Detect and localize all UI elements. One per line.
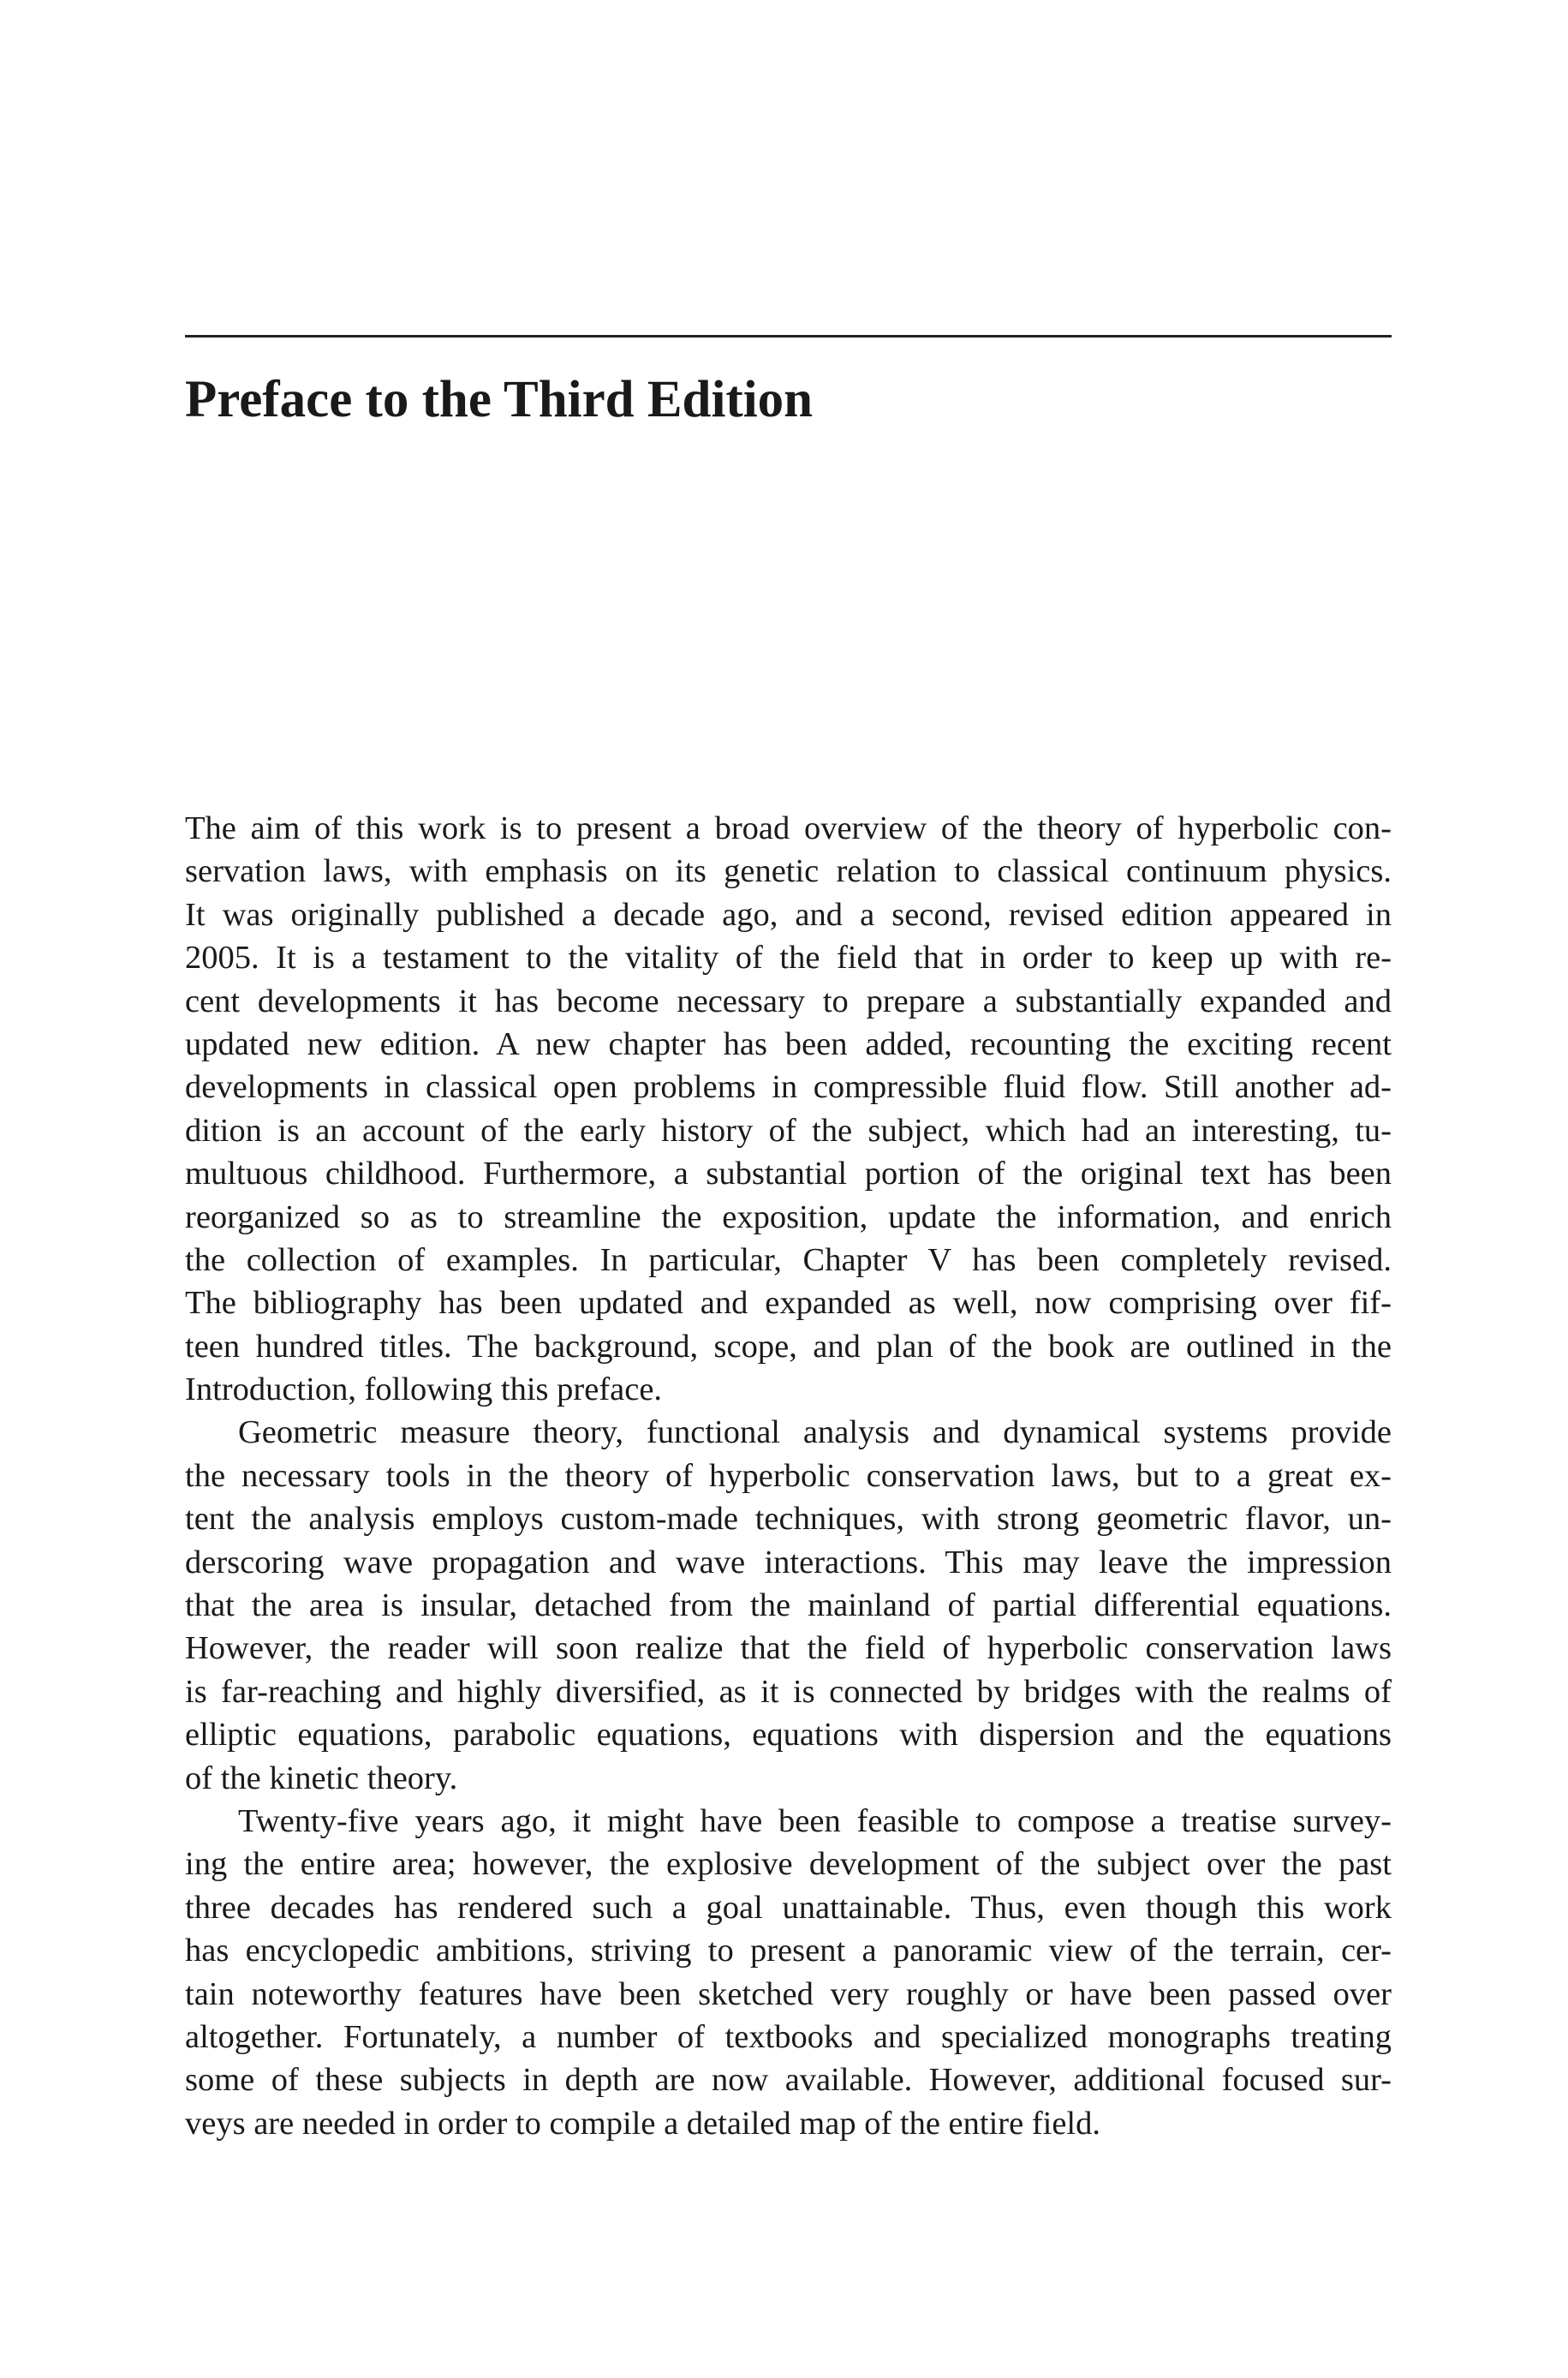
text-line: has encyclopedic ambitions, striving to present a panoramic view of the terrain, cer- — [185, 1933, 1392, 1969]
text-line: the necessary tools in the theory of hyperbolic conservation laws, but to a great ex- — [185, 1457, 1392, 1494]
chapter-title: Preface to the Third Edition — [185, 371, 814, 428]
text-line: cent developments it has become necessary to prepare a substantially expanded and — [185, 983, 1392, 1019]
text-line: that the area is insular, detached from the mainland of partial differential equations. — [185, 1587, 1392, 1624]
text-line: veys are needed in order to compile a detailed map of the entire field. — [185, 2105, 1100, 2142]
text-line: developments in classical open problems in compressible fluid flow. Still another ad- — [185, 1069, 1392, 1106]
text-line: Introduction, following this preface. — [185, 1371, 663, 1408]
text-line: The aim of this work is to present a broad overview of the theory of hyperbolic con- — [185, 810, 1392, 846]
text-line: Geometric measure theory, functional analysis and dynamical systems provide — [238, 1414, 1392, 1451]
text-line: Twenty-five years ago, it might have been feasible to compose a treatise survey- — [238, 1802, 1392, 1839]
text-line: tain noteworthy features have been sketched very roughly or have been passed over — [185, 1975, 1392, 2012]
text-line: some of these subjects in depth are now available. However, additional focused sur- — [185, 2062, 1392, 2099]
paragraph — [185, 807, 1392, 1411]
text-line: servation laws, with emphasis on its genetic relation to classical continuum physics. — [185, 853, 1392, 890]
text-line: 2005. It is a testament to the vitality of the field that in order to keep up with re- — [185, 940, 1392, 977]
text-line: ing the entire area; however, the explosive development of the subject over the past — [185, 1846, 1392, 1883]
text-line: derscoring wave propagation and wave interactions. This may leave the impression — [185, 1544, 1392, 1580]
text-line: multuous childhood. Furthermore, a substantial portion of the original text has been — [185, 1156, 1392, 1192]
text-line: altogether. Fortunately, a number of textbooks and specialized monographs treating — [185, 2018, 1392, 2055]
text-line: elliptic equations, parabolic equations, equations with dispersion and the equations — [185, 1717, 1392, 1754]
text-line: the collection of examples. In particular, Chapter V has been completely revised. — [185, 1241, 1392, 1278]
chapter-top-rule — [185, 335, 1392, 338]
text-line: tent the analysis employs custom-made techniques, with strong geometric flavor, un- — [185, 1501, 1392, 1538]
text-line: teen hundred titles. The background, scope, and plan of the book are outlined in the — [185, 1328, 1392, 1365]
text-line: However, the reader will soon realize that the field of hyperbolic conservation laws — [185, 1630, 1392, 1667]
paragraph — [185, 1411, 1392, 1800]
text-line: of the kinetic theory. — [185, 1760, 458, 1796]
text-line: is far-reaching and highly diversified, as it is connected by bridges with the realms of — [185, 1673, 1392, 1710]
text-line: updated new edition. A new chapter has been added, recounting the exciting recent — [185, 1025, 1392, 1062]
text-line: three decades has rendered such a goal unattainable. Thus, even though this work — [185, 1889, 1392, 1926]
text-line: reorganized so as to streamline the exposition, update the information, and enrich — [185, 1198, 1392, 1235]
paragraph — [185, 1800, 1392, 2145]
preface-body — [185, 807, 1392, 2145]
text-line: The bibliography has been updated and expanded as well, now comprising over fif- — [185, 1285, 1392, 1322]
text-line: It was originally published a decade ago, and a second, revised edition appeared in — [185, 896, 1392, 933]
text-line: dition is an account of the early history of the subject, which had an interesting, tu- — [185, 1112, 1392, 1149]
